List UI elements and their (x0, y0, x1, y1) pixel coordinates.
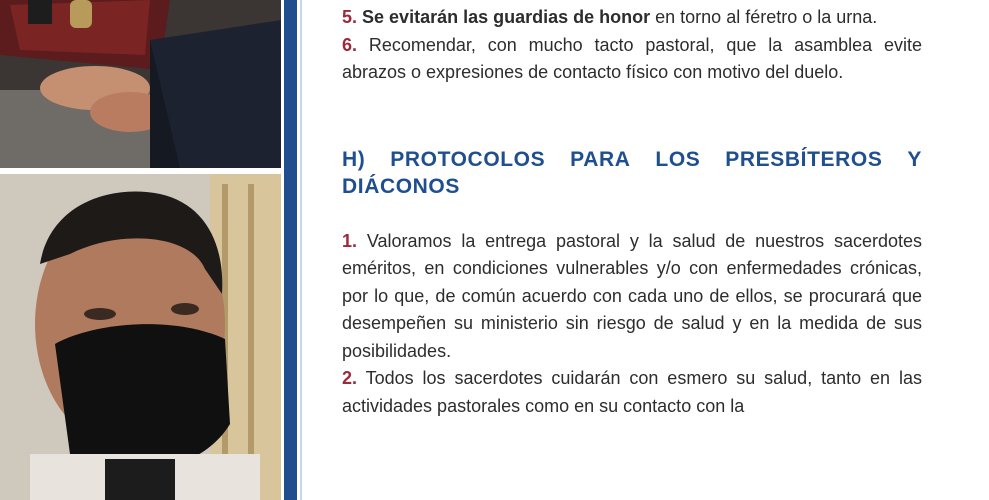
item-number: 6. (342, 34, 358, 55)
heading-word: H) (342, 147, 366, 171)
heading-word: PRESBÍTEROS (725, 147, 883, 171)
bottom-photo (0, 174, 281, 500)
item-5 (342, 4, 922, 32)
section-h-item-2 (342, 365, 922, 420)
item-number: 1. (342, 230, 358, 251)
heading-word: PROTOCOLOS (390, 147, 546, 171)
item-number: 2. (342, 368, 358, 388)
photo-column (0, 0, 282, 500)
heading-word: PARA (570, 147, 631, 171)
top-photo (0, 0, 281, 168)
divider-line (300, 0, 302, 500)
heading-line-2: DIÁCONOS (342, 174, 460, 198)
item-text: Valoramos la entrega pastoral y la salud de nuestros sacerdotes eméritos, en condiciones vulnerables y/o con enfermedades crónicas, por lo que, de común acuerdo con cada uno de ellos, se procurará que desempeñen su ministerio sin riesgo de salud y en la medida de sus posibilidades. (342, 230, 922, 361)
heading-word: LOS (655, 147, 701, 171)
item-text: en torno al féretro o la urna. (650, 7, 878, 27)
section-h-item-1 (342, 228, 922, 366)
heading-word: Y (907, 147, 922, 171)
framed-image-photo-art (0, 0, 281, 168)
document-text (342, 0, 922, 420)
accent-divider-bar (284, 0, 297, 500)
item-number: 5. (342, 7, 358, 27)
heading-line-1 (342, 146, 922, 173)
masked-priest-photo-art (0, 174, 281, 500)
item-bold-text: Se evitarán las guardias de honor (362, 7, 651, 27)
section-h-heading (342, 146, 922, 200)
item-6 (342, 32, 922, 87)
item-text: Todos los sacerdotes cuidarán con esmero su salud, tanto en las actividades pastorales como en su contacto con la (342, 368, 922, 416)
item-text: Recomendar, con mucho tacto pastoral, que la asamblea evite abrazos o expresiones de contacto físico con motivo del duelo. (342, 34, 922, 82)
